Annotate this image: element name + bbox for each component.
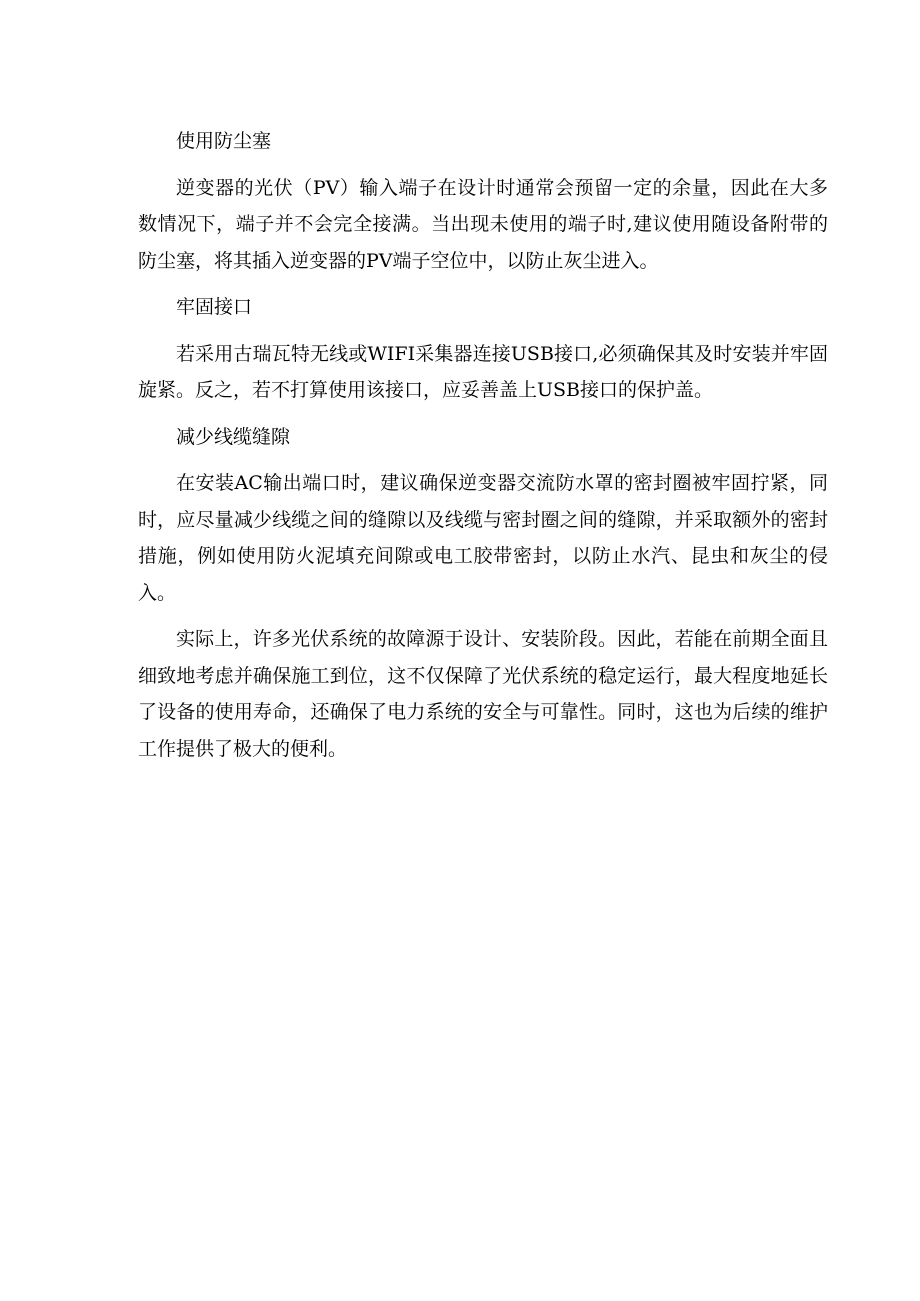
paragraph-conclusion: 实际上，许多光伏系统的故障源于设计、安装阶段。因此，若能在前期全面且细致地考虑并确保施工到位，这不仅保障了光伏系统的稳定运行，最大程度地延长了设备的使用寿命，还确保了电力系统的安全与可靠性。同时，这也为后续的维护工作提供了极大的便利。	[138, 628, 828, 760]
paragraph-dust-plug: 逆变器的光伏（PV）输入端子在设计时通常会预留一定的余量，因此在大多数情况下，端子并不会完全接满。当出现未使用的端子时,建议使用随设备附带的防尘塞，将其插入逆变器的PV端子空位中，以防止灰尘进入。	[138, 176, 828, 272]
section-heading-reduce-cable-gaps: 减少线缆缝隙	[176, 425, 291, 448]
document-body	[138, 123, 828, 777]
paragraph-secure-interface: 若采用古瑞瓦特无线或WIFI采集器连接USB接口,必须确保其及时安装并牢固旋紧。反之，若不打算使用该接口，应妥善盖上USB接口的保护盖。	[138, 342, 828, 401]
section-heading-dust-plug: 使用防尘塞	[176, 130, 272, 152]
paragraph-reduce-cable-gaps: 在安装AC输出端口时，建议确保逆变器交流防水罩的密封圈被牢固拧紧，同时，应尽量减少线缆之间的缝隙以及线缆与密封圈之间的缝隙，并采取额外的密封措施，例如使用防火泥填充间隙或电工胶带密封，以防止水汽、昆虫和灰尘的侵入。	[138, 472, 828, 604]
section-heading-secure-interface: 牢固接口	[176, 296, 253, 318]
